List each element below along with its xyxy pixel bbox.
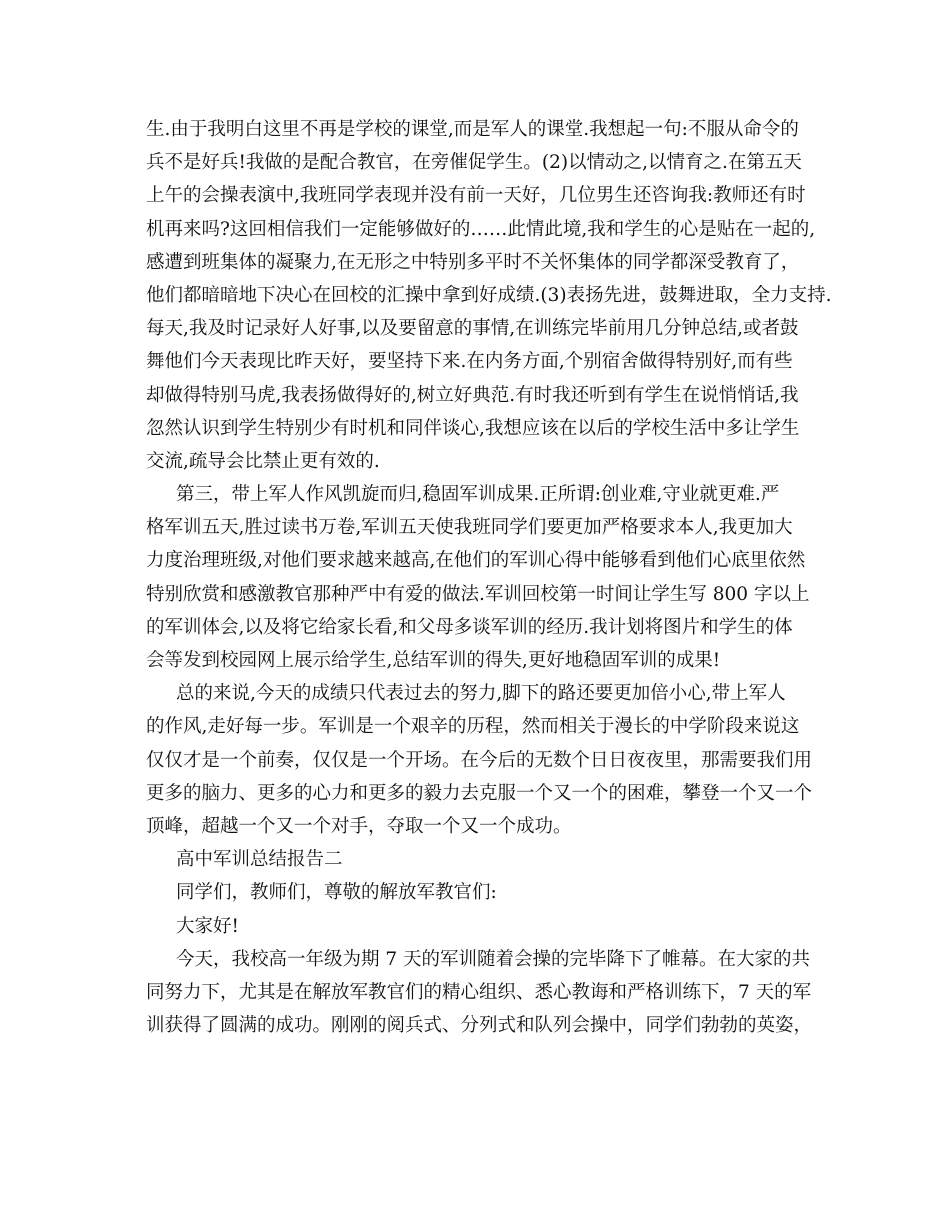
text-line: 高中军训总结报告二 bbox=[176, 849, 343, 871]
text-line: 力度治理班级,对他们要求越来越高,在他们的军训心得中能够看到他们心底里依然 bbox=[146, 550, 806, 572]
text-line: 的军训体会,以及将它给家长看,和父母多谈军训的经历.我计划将图片和学生的体 bbox=[146, 616, 793, 638]
text-line: 忽然认识到学生特别少有时机和同伴谈心,我想应该在以后的学校生活中多让学生 bbox=[146, 417, 800, 439]
text-line: 会等发到校园网上展示给学生,总结军训的得失,更好地稳固军训的成果! bbox=[146, 650, 721, 671]
text-line: 大家好! bbox=[176, 915, 239, 937]
text-line: 更多的脑力、更多的心力和更多的毅力去克服一个又一个的困难，攀登一个又一个 bbox=[146, 782, 813, 804]
text-line: 机再来吗?这回相信我们一定能够做好的……此情此境,我和学生的心是贴在一起的, bbox=[146, 218, 816, 240]
text-line: 今天，我校高一年级为期 7 天的军训随着会操的完毕降下了帷幕。在大家的共 bbox=[176, 948, 811, 970]
text-line: 同学们，教师们，尊敬的解放军教官们: bbox=[176, 882, 497, 904]
text-line: 顶峰，超越一个又一个对手，夺取一个又一个成功。 bbox=[146, 815, 572, 837]
text-line: 的作风,走好每一步。军训是一个艰辛的历程，然而相关于漫长的中学阶段来说这 bbox=[146, 716, 800, 738]
text-line: 仅仅才是一个前奏，仅仅是一个开场。在今后的无数个日日夜夜里，那需要我们用 bbox=[146, 749, 813, 771]
text-line: 第三，带上军人作风凯旋而归,稳固军训成果.正所谓:创业难,守业就更难.严 bbox=[176, 484, 780, 506]
text-line: 兵不是好兵!我做的是配合教官，在旁催促学生。(2)以情动之,以情育之.在第五天 bbox=[146, 152, 802, 174]
text-line: 他们都暗暗地下决心在回校的汇操中拿到好成绩.(3)表扬先进，鼓舞进取，全力支持. bbox=[146, 284, 832, 306]
text-line: 舞他们今天表现比昨天好，要坚持下来.在内务方面,个别宿舍做得特别好,而有些 bbox=[146, 351, 793, 373]
text-line: 生.由于我明白这里不再是学校的课堂,而是军人的课堂.我想起一句:不服从命令的 bbox=[146, 119, 799, 140]
text-line: 上午的会操表演中,我班同学表现并没有前一天好，几位男生还咨询我:教师还有时 bbox=[146, 185, 806, 207]
text-line: 格军训五天,胜过读书万卷,军训五天使我班同学们要更加严格要求本人,我更加大 bbox=[146, 517, 793, 539]
text-line: 总的来说,今天的成绩只代表过去的努力,脚下的路还要更加倍小心,带上军人 bbox=[176, 683, 786, 705]
text-line: 每天,我及时记录好人好事,以及要留意的事情,在训练完毕前用几分钟总结,或者鼓 bbox=[146, 318, 799, 340]
text-line: 训获得了圆满的成功。刚刚的阅兵式、分列式和队列会操中，同学们勃勃的英姿， bbox=[146, 1015, 813, 1037]
text-line: 交流,疏导会比禁止更有效的. bbox=[146, 450, 380, 472]
document-body-text bbox=[146, 113, 832, 1042]
text-line: 感遭到班集体的凝聚力,在无形之中特别多平时不关怀集体的同学都深受教育了， bbox=[146, 251, 800, 273]
text-line: 特别欣赏和感激教官那种严中有爱的做法.军训回校第一时间让学生写 800 字以上 bbox=[146, 583, 810, 605]
text-line: 同努力下，尤其是在解放军教官们的精心组织、悉心教诲和严格训练下，7 天的军 bbox=[146, 981, 812, 1003]
text-line: 却做得特别马虎,我表扬做得好的,树立好典范.有时我还听到有学生在说悄悄话,我 bbox=[146, 384, 799, 406]
